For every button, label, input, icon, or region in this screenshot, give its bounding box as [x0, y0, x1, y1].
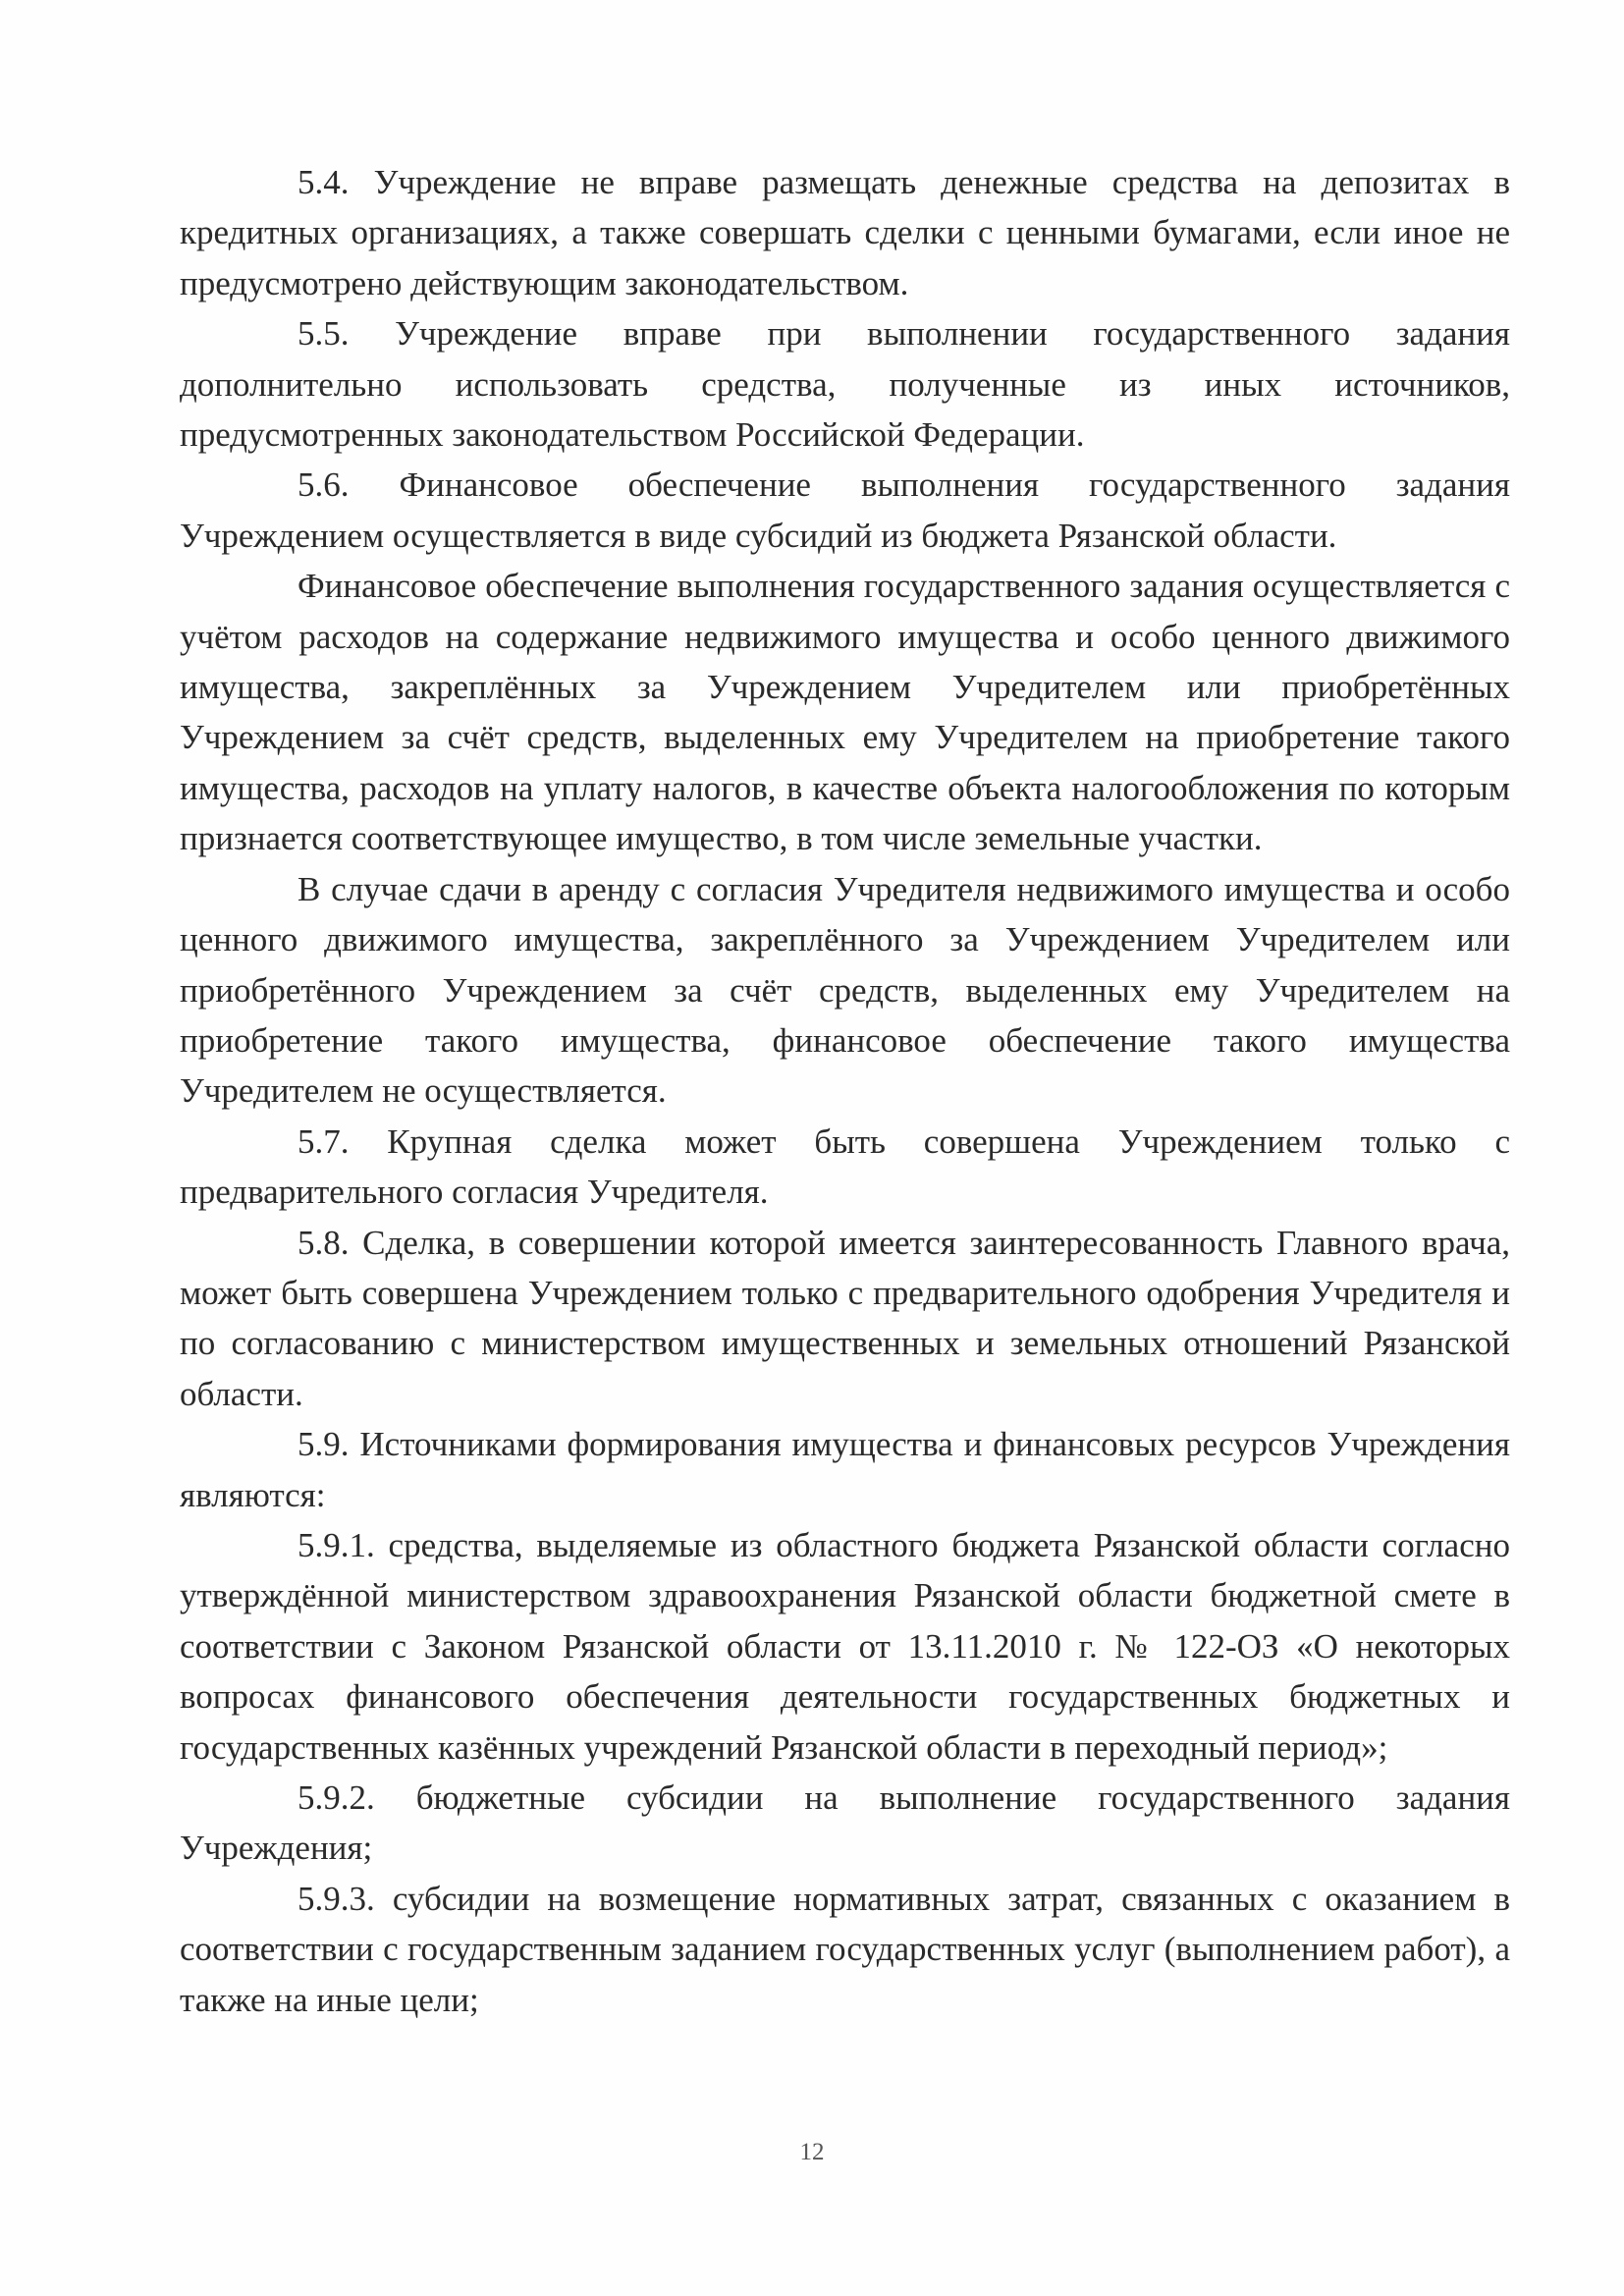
paragraph-5-5: 5.5. Учреждение вправе при выполнении государственного задания дополнительно использовать средства, полученные из иных источников, предусмотренных законодательством Российской Федерации. [180, 314, 1510, 455]
paragraph-5-7: 5.7. Крупная сделка может быть совершена Учреждением только с предварительного согласия Учредителя. [180, 1121, 1510, 1212]
paragraph-5-6-lease: В случае сдачи в аренду с согласия Учредителя недвижимого имущества и особо ценного движимого имущества, закреплённого за Учреждением Учредителем или приобретённого Учреждением за счёт средств, выделенных ему Учредителем на приобретение такого имущества, финансовое обеспечение такого имущества Учредителем не осуществляется. [180, 869, 1510, 1111]
paragraph-5-9-2: 5.9.2. бюджетные субсидии на выполнение государственного задания Учреждения; [180, 1778, 1510, 1868]
page-number: 12 [799, 2139, 825, 2165]
document-body [180, 157, 1510, 2025]
paragraph-5-4: 5.4. Учреждение не вправе размещать денежные средства на депозитах в кредитных организациях, а также совершать сделки с ценными бумагами, если иное не предусмотрено действующим законодательством. [180, 163, 1510, 302]
paragraph-5-8: 5.8. Сделка, в совершении которой имеется заинтересованность Главного врача, может быть совершена Учреждением только с предварительного одобрения Учредителя и по согласованию с министерством имущественных и земельных отношений Рязанской области. [180, 1223, 1510, 1413]
paragraph-5-6: 5.6. Финансовое обеспечение выполнения государственного задания Учреждением осуществляется в виде субсидий из бюджета Рязанской области. [180, 465, 1510, 555]
paragraph-5-9-3: 5.9.3. субсидии на возмещение нормативных затрат, связанных с оказанием в соответствии с государственным заданием государственных услуг (выполнением работ), а также на иные цели; [180, 1879, 1510, 2019]
paragraph-5-9: 5.9. Источниками формирования имущества и финансовых ресурсов Учреждения являются: [180, 1425, 1510, 1514]
paragraph-5-9-1: 5.9.1. средства, выделяемые из областного бюджета Рязанской области согласно утверждённой министерством здравоохранения Рязанской области бюджетной смете в соответствии с Законом Рязанской области от 13.11.2010 г. № 122-ОЗ «О некоторых вопросах финансового обеспечения деятельности государственных бюджетных и государственных казённых учреждений Рязанской области в переходный период»; [180, 1525, 1510, 1767]
paragraph-5-6-financing: Финансовое обеспечение выполнения государственного задания осуществляется с учётом расходов на содержание недвижимого имущества и особо ценного движимого имущества, закреплённых за Учреждением Учредителем или приобретённых Учреждением за счёт средств, выделенных ему Учредителем на приобретение такого имущества, расходов на уплату налогов, в качестве объекта налогообложения по которым признается соответствующее имущество, в том числе земельные участки. [180, 567, 1510, 858]
